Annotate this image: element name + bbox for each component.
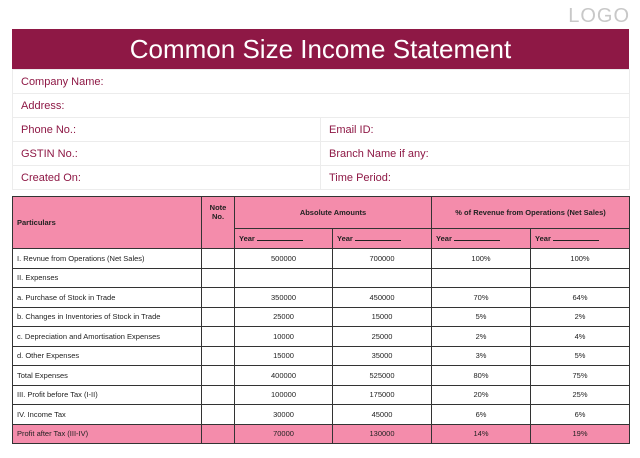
- abs-year1-cell: 100000: [235, 385, 333, 405]
- abs-year1-cell: 30000: [235, 405, 333, 425]
- abs-year1-cell: 15000: [235, 346, 333, 366]
- note-cell: [202, 405, 235, 425]
- abs-year2-cell: 45000: [333, 405, 432, 425]
- table-row-profit-after-tax: [13, 424, 630, 444]
- pct-year2-cell: 4%: [531, 327, 630, 347]
- row-label: II. Expenses: [13, 268, 202, 288]
- note-cell: [202, 385, 235, 405]
- company-info-table: [12, 69, 630, 190]
- abs-year2-cell: 35000: [333, 346, 432, 366]
- abs-year1-cell: [235, 268, 333, 288]
- row-label: Profit after Tax (III-IV): [13, 424, 202, 444]
- abs-year1-cell: 500000: [235, 249, 333, 269]
- abs-year2-cell: 25000: [333, 327, 432, 347]
- abs-year2-cell: [333, 268, 432, 288]
- pct-year2-cell: 25%: [531, 385, 630, 405]
- year-blank[interactable]: [553, 234, 599, 241]
- year-label: Year: [239, 234, 255, 243]
- company-name-field[interactable]: Company Name:: [13, 70, 630, 94]
- note-cell: [202, 268, 235, 288]
- pct-year2-cell: 5%: [531, 346, 630, 366]
- note-cell: [202, 346, 235, 366]
- row-label: III. Profit before Tax (I-II): [13, 385, 202, 405]
- pct-year2-cell: 100%: [531, 249, 630, 269]
- abs-year1-cell: 400000: [235, 366, 333, 386]
- percent-revenue-header: % of Revenue from Operations (Net Sales): [432, 197, 630, 229]
- abs-year1-cell: 10000: [235, 327, 333, 347]
- row-label: Total Expenses: [13, 366, 202, 386]
- time-period-field[interactable]: Time Period:: [321, 166, 630, 190]
- pct-year1-cell: 2%: [432, 327, 531, 347]
- row-label: d. Other Expenses: [13, 346, 202, 366]
- pct-year1-cell: 3%: [432, 346, 531, 366]
- row-label: b. Changes in Inventories of Stock in Trade: [13, 307, 202, 327]
- address-field[interactable]: Address:: [13, 94, 630, 118]
- logo: LOGO: [568, 5, 630, 27]
- pct-year1-cell: 70%: [432, 288, 531, 308]
- year-label: Year: [436, 234, 452, 243]
- year-label: Year: [337, 234, 353, 243]
- year-blank[interactable]: [355, 234, 401, 241]
- table-row: [13, 307, 630, 327]
- abs-year2-cell: 175000: [333, 385, 432, 405]
- note-cell: [202, 424, 235, 444]
- created-on-field[interactable]: Created On:: [13, 166, 321, 190]
- abs-year2-cell: 15000: [333, 307, 432, 327]
- pct-year1-cell: 80%: [432, 366, 531, 386]
- abs-year2-cell: 450000: [333, 288, 432, 308]
- pct-year1-cell: 5%: [432, 307, 531, 327]
- phone-field[interactable]: Phone No.:: [13, 118, 321, 142]
- branch-field[interactable]: Branch Name if any:: [321, 142, 630, 166]
- pct-year1-cell: 100%: [432, 249, 531, 269]
- note-cell: [202, 366, 235, 386]
- particulars-header: Particulars: [13, 197, 202, 249]
- table-row: [13, 288, 630, 308]
- pct-year2-cell: 2%: [531, 307, 630, 327]
- page-title: Common Size Income Statement: [12, 29, 629, 69]
- pct-year2-cell: 19%: [531, 424, 630, 444]
- year-label: Year: [535, 234, 551, 243]
- year-blank[interactable]: [454, 234, 500, 241]
- pct-year2-cell: 6%: [531, 405, 630, 425]
- row-label: I. Revnue from Operations (Net Sales): [13, 249, 202, 269]
- note-cell: [202, 327, 235, 347]
- abs-year2-cell: 130000: [333, 424, 432, 444]
- note-cell: [202, 288, 235, 308]
- table-row: [13, 346, 630, 366]
- table-row: [13, 366, 630, 386]
- year-blank[interactable]: [257, 234, 303, 241]
- pct-year1-cell: 20%: [432, 385, 531, 405]
- email-field[interactable]: Email ID:: [321, 118, 630, 142]
- abs-year2-cell: 525000: [333, 366, 432, 386]
- table-row: [13, 268, 630, 288]
- note-cell: [202, 307, 235, 327]
- year-header-pct-1: [432, 229, 531, 249]
- note-cell: [202, 249, 235, 269]
- row-label: c. Depreciation and Amortisation Expenses: [13, 327, 202, 347]
- abs-year1-cell: 70000: [235, 424, 333, 444]
- pct-year1-cell: 6%: [432, 405, 531, 425]
- row-label: a. Purchase of Stock in Trade: [13, 288, 202, 308]
- year-header-abs-1: [235, 229, 333, 249]
- abs-year1-cell: 350000: [235, 288, 333, 308]
- pct-year1-cell: [432, 268, 531, 288]
- table-row: [13, 385, 630, 405]
- abs-year1-cell: 25000: [235, 307, 333, 327]
- pct-year2-cell: 75%: [531, 366, 630, 386]
- pct-year1-cell: 14%: [432, 424, 531, 444]
- pct-year2-cell: 64%: [531, 288, 630, 308]
- abs-year2-cell: 700000: [333, 249, 432, 269]
- note-no-header: Note No.: [202, 197, 235, 249]
- row-label: IV. Income Tax: [13, 405, 202, 425]
- pct-year2-cell: [531, 268, 630, 288]
- year-header-pct-2: [531, 229, 630, 249]
- income-statement-table: [12, 196, 630, 444]
- absolute-amounts-header: Absolute Amounts: [235, 197, 432, 229]
- gstin-field[interactable]: GSTIN No.:: [13, 142, 321, 166]
- table-row: [13, 405, 630, 425]
- table-row: [13, 249, 630, 269]
- table-row: [13, 327, 630, 347]
- year-header-abs-2: [333, 229, 432, 249]
